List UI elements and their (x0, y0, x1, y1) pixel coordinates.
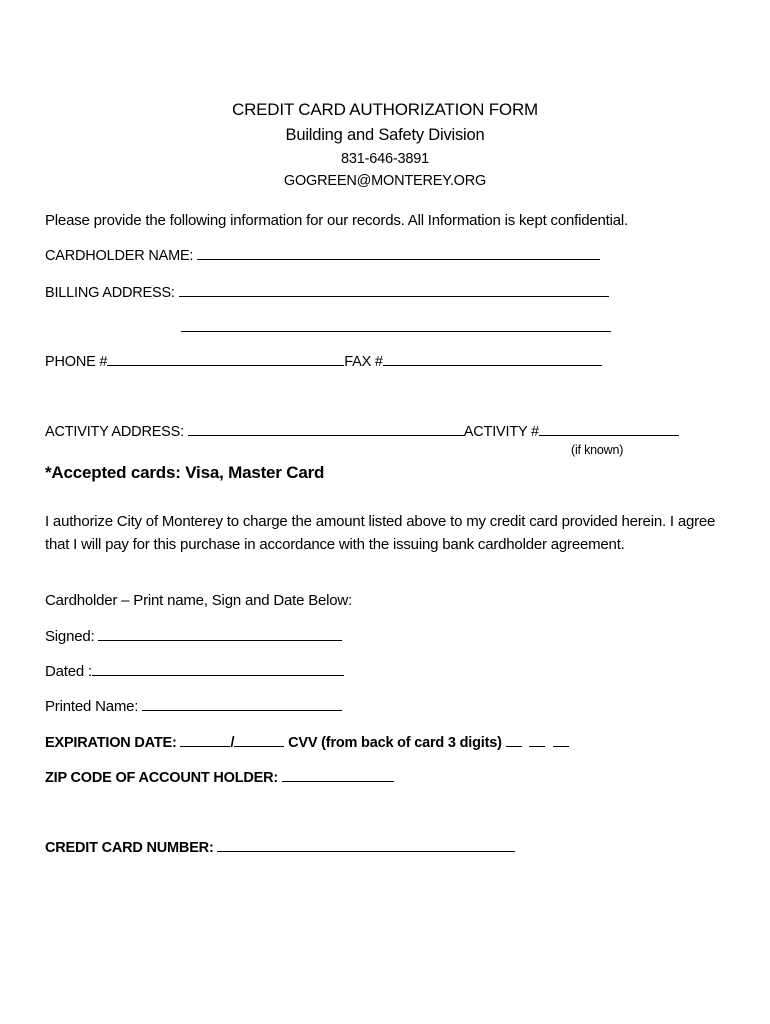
activity-address-label: ACTIVITY ADDRESS: (45, 424, 184, 440)
activity-number-field[interactable] (539, 422, 679, 436)
card-number-field[interactable] (217, 838, 515, 852)
date-field[interactable] (92, 662, 344, 676)
fax-field[interactable] (383, 352, 602, 366)
cardholder-name-row (45, 246, 600, 264)
signature-field[interactable] (98, 627, 342, 641)
activity-number-label: ACTIVITY # (463, 424, 539, 440)
activity-row (45, 422, 679, 440)
accepted-cards: *Accepted cards: Visa, Master Card (45, 463, 325, 482)
zip-row (45, 768, 394, 786)
cvv-digit-3-field[interactable] (553, 733, 569, 747)
signed-row (45, 627, 342, 645)
card-number-label: CREDIT CARD NUMBER: (45, 840, 214, 856)
phone-field[interactable] (107, 352, 344, 366)
printed-name-row (45, 697, 342, 715)
cardholder-name-label: CARDHOLDER NAME: (45, 248, 194, 264)
billing-address-line-2-row (181, 318, 611, 336)
phone-fax-row (45, 352, 602, 370)
signature-instruction: Cardholder – Print name, Sign and Date Below: (45, 592, 353, 609)
email-address: GOGREEN@MONTEREY.ORG (283, 173, 487, 189)
fax-label: FAX # (344, 354, 383, 370)
printed-name-field[interactable] (142, 697, 342, 711)
expiration-slash: / (230, 735, 235, 751)
division-name: Building and Safety Division (285, 126, 485, 144)
billing-address-field[interactable] (179, 283, 609, 297)
billing-address-line-2-field[interactable] (181, 318, 611, 332)
if-known-note: (if known) (571, 443, 624, 457)
card-number-row (45, 838, 515, 856)
expiration-year-field[interactable] (234, 733, 284, 747)
expiration-month-field[interactable] (180, 733, 230, 747)
printed-name-label: Printed Name: (45, 698, 139, 715)
activity-address-field[interactable] (188, 422, 464, 436)
dated-label: Dated : (45, 663, 92, 680)
expiration-label: EXPIRATION DATE: (45, 735, 177, 751)
phone-number: 831-646-3891 (341, 151, 429, 167)
dated-row (45, 662, 344, 680)
zip-label: ZIP CODE OF ACCOUNT HOLDER: (45, 770, 279, 786)
cardholder-name-field[interactable] (197, 246, 600, 260)
form-title: CREDIT CARD AUTHORIZATION FORM (232, 100, 538, 119)
billing-address-label: BILLING ADDRESS: (45, 285, 175, 301)
intro-text: Please provide the following information for our records. All Information is kept confidential. (45, 212, 628, 229)
authorization-text: I authorize City of Monterey to charge the amount listed above to my credit card provided herein. I agree that I will pay for this purchase in accordance with the issuing bank cardholder agreement. (45, 513, 716, 553)
cvv-digit-2-field[interactable] (529, 733, 545, 747)
zip-field[interactable] (282, 768, 394, 782)
cvv-digit-1-field[interactable] (506, 733, 522, 747)
expiration-cvv-row (45, 733, 569, 751)
signed-label: Signed: (45, 628, 95, 645)
billing-address-row (45, 283, 609, 301)
phone-label: PHONE # (45, 354, 108, 370)
cvv-label: CVV (from back of card 3 digits) (288, 735, 502, 751)
